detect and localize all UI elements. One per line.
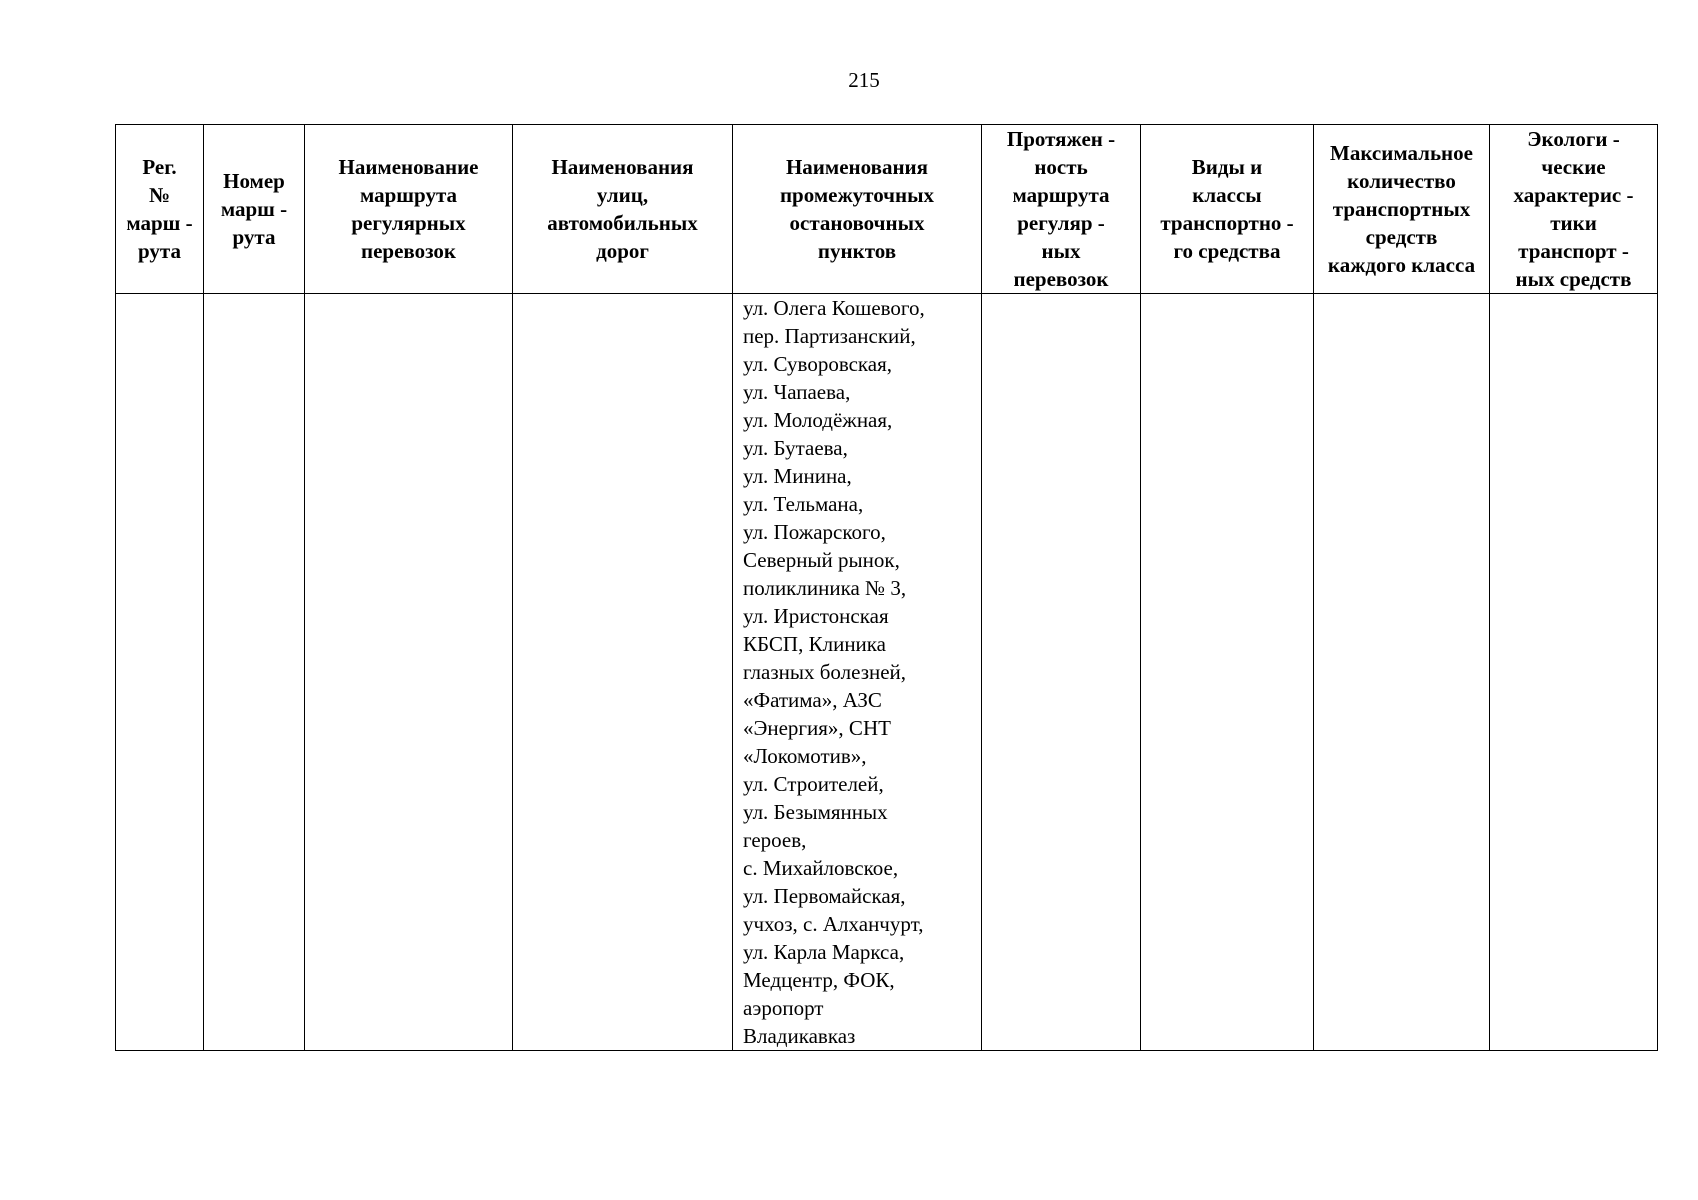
header-line: характерис - [1513, 183, 1634, 207]
cell-route-number [204, 294, 305, 1051]
header-route-length [982, 125, 1141, 294]
header-line: регуляр - [1017, 211, 1105, 235]
header-line: ных [1041, 239, 1081, 263]
stop-item: учхоз, с. Алханчурт, [743, 912, 924, 936]
stop-item: ул. Олега Кошевого, [743, 296, 925, 320]
header-line: Виды и [1191, 155, 1263, 179]
header-line: ность [1034, 155, 1088, 179]
stop-item: ул. Пожарского, [743, 520, 886, 544]
stop-item: ул. Суворовская, [743, 352, 893, 376]
header-streets [513, 125, 733, 294]
stop-item: ул. Карла Маркса, [743, 940, 905, 964]
header-line: промежуточных [779, 183, 935, 207]
header-line: регулярных [351, 211, 466, 235]
header-line: Наименования [551, 155, 694, 179]
header-line: перевозок [360, 239, 457, 263]
header-line: количество [1347, 169, 1456, 193]
header-line: транспорт - [1518, 239, 1629, 263]
header-line: классы [1192, 183, 1262, 207]
header-line: рута [232, 225, 276, 249]
header-line: автомобильных [547, 211, 698, 235]
header-line: Максимальное [1330, 141, 1473, 165]
header-line: Экологи - [1527, 127, 1620, 151]
stop-item: ул. Чапаева, [743, 380, 851, 404]
header-eco-characteristics [1490, 125, 1658, 294]
page-number: 215 [848, 68, 880, 92]
header-route-name [305, 125, 513, 294]
header-line: Наименование [338, 155, 479, 179]
stop-item: героев, [743, 828, 807, 852]
header-row [116, 125, 1658, 294]
header-line: марш - [220, 197, 288, 221]
stop-item: «Энергия», СНТ [743, 716, 891, 740]
header-line: ческие [1541, 155, 1606, 179]
header-line: № [148, 183, 171, 207]
header-line: Наименования [785, 155, 929, 179]
header-line: Номер [223, 169, 285, 193]
stop-item: ул. Бутаева, [743, 436, 848, 460]
header-line: маршрута [1012, 183, 1110, 207]
cell-max-vehicles [1314, 294, 1490, 1051]
header-line: го средства [1173, 239, 1281, 263]
stop-item: ул. Безымянных [743, 800, 888, 824]
header-line: марш - [126, 211, 193, 235]
header-max-vehicles [1314, 125, 1490, 294]
stop-item: ул. Минина, [743, 464, 852, 488]
header-line: остановочных [789, 211, 925, 235]
header-line: маршрута [359, 183, 458, 207]
header-line: транспортных [1332, 197, 1471, 221]
cell-eco-characteristics [1490, 294, 1658, 1051]
cell-vehicle-types [1141, 294, 1314, 1051]
header-line: рута [138, 239, 181, 263]
header-line: Протяжен - [1006, 127, 1116, 151]
routes-table [115, 124, 1658, 1051]
header-vehicle-types [1141, 125, 1314, 294]
header-line: каждого класса [1327, 253, 1476, 277]
header-line: Рег. [142, 155, 177, 179]
stop-item: Медцентр, ФОК, [743, 968, 895, 992]
stop-item: «Локомотив», [743, 744, 867, 768]
stop-item: ул. Первомайская, [743, 884, 906, 908]
stop-item: ул. Иристонская [743, 604, 889, 628]
header-line: дорог [596, 239, 649, 263]
stop-item: Северный рынок, [743, 548, 900, 572]
cell-streets [513, 294, 733, 1051]
stop-item: глазных болезней, [743, 660, 907, 684]
stop-item: пер. Партизанский, [743, 324, 916, 348]
stop-item: ул. Молодёжная, [743, 408, 893, 432]
header-line: средств [1365, 225, 1438, 249]
cell-route-length [982, 294, 1141, 1051]
header-stops [733, 125, 982, 294]
stop-item: поликлиника № 3, [743, 576, 907, 600]
header-route-number [204, 125, 305, 294]
header-line: транспортно - [1160, 211, 1294, 235]
stop-item: ул. Строителей, [743, 772, 884, 796]
cell-route-name [305, 294, 513, 1051]
stop-item: ул. Тельмана, [743, 492, 864, 516]
header-line: перевозок [1013, 267, 1109, 291]
stop-item: КБСП, Клиника [743, 632, 887, 656]
stops-list [733, 294, 981, 1050]
header-line: тики [1550, 211, 1597, 235]
stop-item: Владикавказ [743, 1024, 856, 1048]
header-line: пунктов [817, 239, 897, 263]
header-reg-number [116, 125, 204, 294]
header-line: ных средств [1515, 267, 1632, 291]
table-row [116, 294, 1658, 1051]
stop-item: с. Михайловское, [743, 856, 899, 880]
header-line: улиц, [596, 183, 649, 207]
stop-item: аэропорт [743, 996, 824, 1020]
cell-stops [733, 294, 982, 1051]
cell-reg-number [116, 294, 204, 1051]
stop-item: «Фатима», АЗС [743, 688, 882, 712]
